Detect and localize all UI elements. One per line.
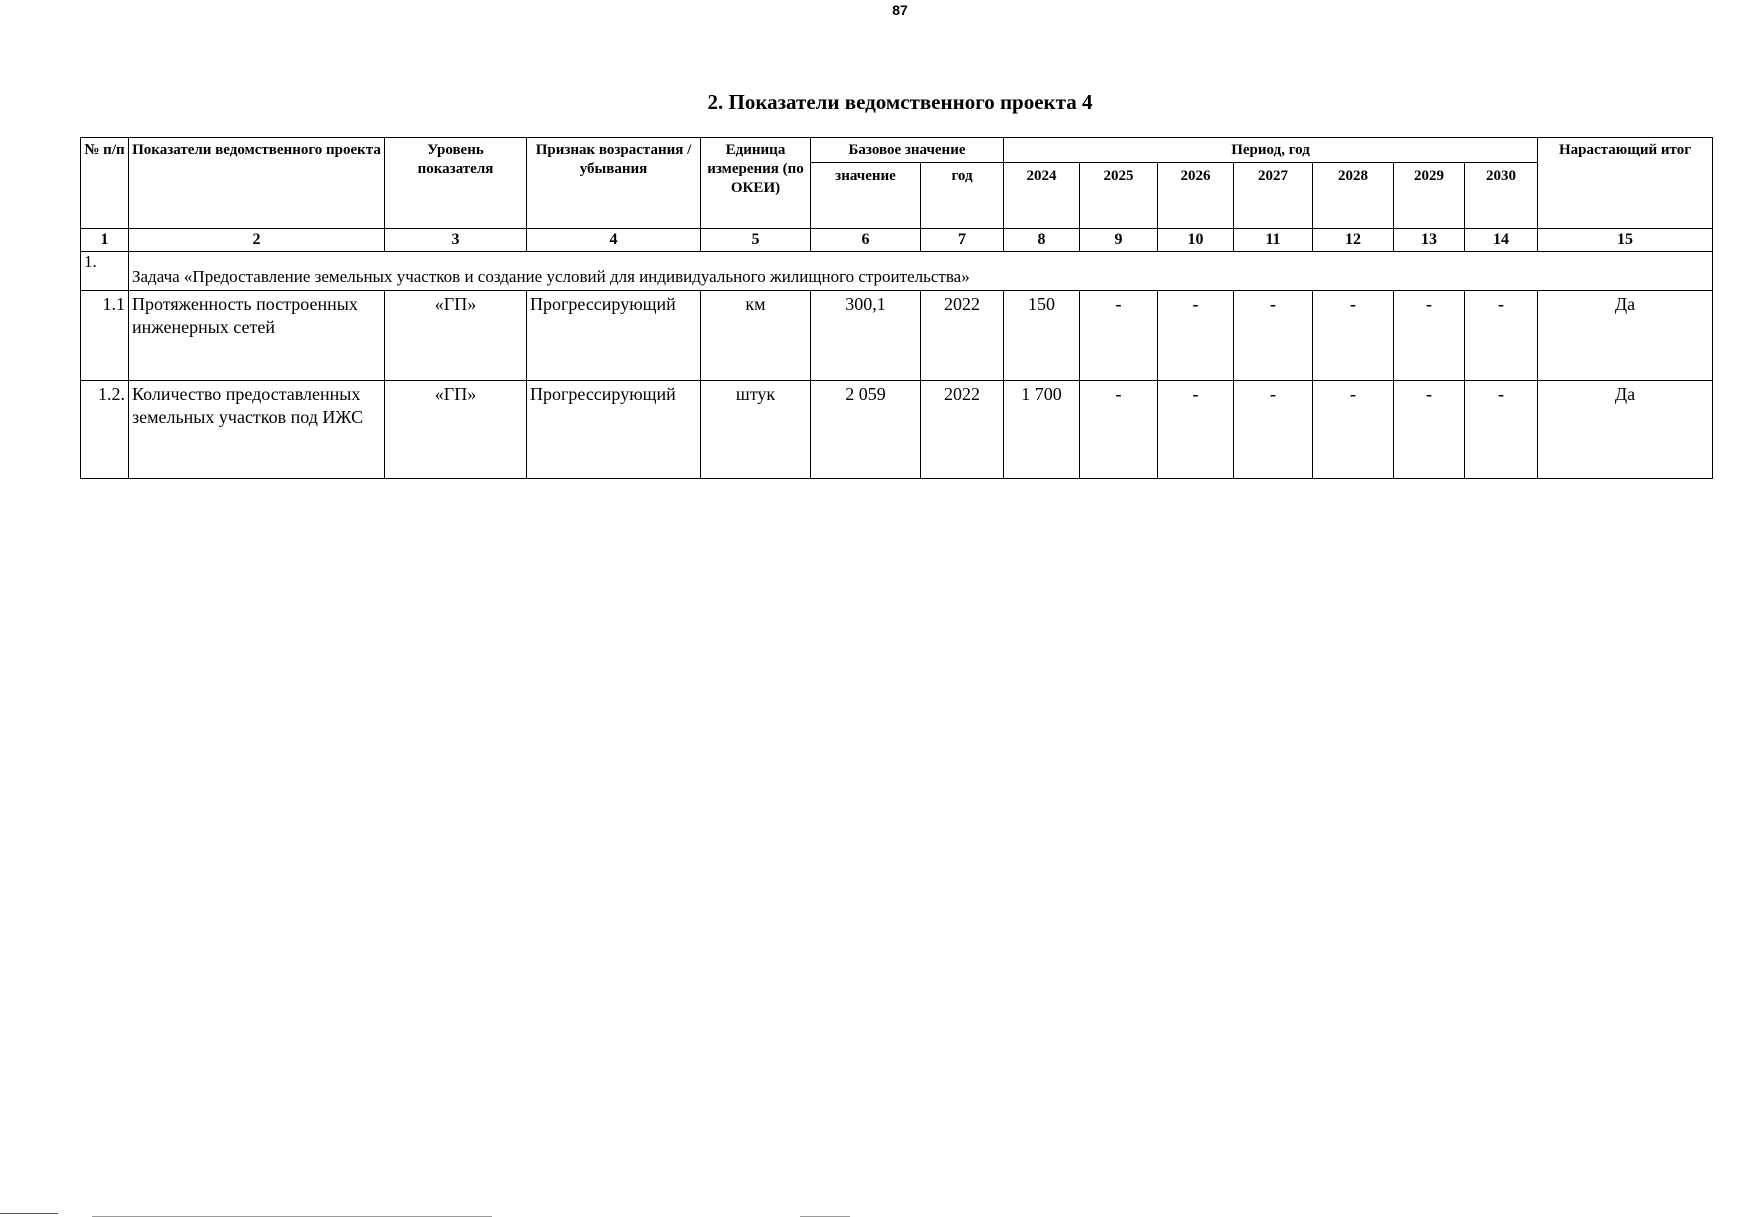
value-2029: - — [1394, 381, 1465, 479]
column-number: 7 — [921, 229, 1004, 252]
base-year: 2022 — [921, 381, 1004, 479]
value-2024: 1 700 — [1004, 381, 1080, 479]
header-level: Уровень показателя — [385, 138, 527, 229]
indicator-name: Протяженность построенных инженерных сетей — [129, 291, 385, 381]
column-number: 5 — [701, 229, 811, 252]
header-year-2030: 2030 — [1465, 163, 1538, 229]
indicator-trend: Прогрессирующий — [527, 381, 701, 479]
base-value: 300,1 — [811, 291, 921, 381]
value-2025: - — [1080, 381, 1158, 479]
value-2028: - — [1313, 291, 1394, 381]
header-year-2028: 2028 — [1313, 163, 1394, 229]
column-number: 13 — [1394, 229, 1465, 252]
indicator-level: «ГП» — [385, 291, 527, 381]
table-row — [81, 381, 1713, 479]
header-trend: Признак возрастания / убывания — [527, 138, 701, 229]
row-number: 1.2. — [81, 381, 129, 479]
column-number: 12 — [1313, 229, 1394, 252]
scan-artifact-line — [0, 1213, 58, 1214]
column-number: 11 — [1234, 229, 1313, 252]
column-numbers-row — [81, 229, 1713, 252]
indicator-level: «ГП» — [385, 381, 527, 479]
base-value: 2 059 — [811, 381, 921, 479]
column-number: 8 — [1004, 229, 1080, 252]
header-year-2026: 2026 — [1158, 163, 1234, 229]
section-title: 2. Показатели ведомственного проекта 4 — [707, 90, 1093, 114]
value-2026: - — [1158, 291, 1234, 381]
column-number: 4 — [527, 229, 701, 252]
header-cumulative: Нарастающий итог — [1538, 138, 1713, 229]
column-number: 9 — [1080, 229, 1158, 252]
value-2025: - — [1080, 291, 1158, 381]
task-text: Задача «Предоставление земельных участков и создание условий для индивидуального жилищного строительства» — [129, 252, 1713, 291]
column-number: 2 — [129, 229, 385, 252]
header-year-2029: 2029 — [1394, 163, 1465, 229]
task-number: 1. — [81, 252, 129, 291]
indicator-unit: штук — [701, 381, 811, 479]
indicator-name: Количество предоставленных земельных участков под ИЖС — [129, 381, 385, 479]
header-year-2025: 2025 — [1080, 163, 1158, 229]
header-year-2027: 2027 — [1234, 163, 1313, 229]
column-number: 3 — [385, 229, 527, 252]
column-number: 15 — [1538, 229, 1713, 252]
header-base: Базовое значение — [811, 138, 1004, 163]
column-number: 1 — [81, 229, 129, 252]
value-2027: - — [1234, 291, 1313, 381]
cumulative-flag: Да — [1538, 381, 1713, 479]
value-2026: - — [1158, 381, 1234, 479]
page-number: 87 — [892, 2, 908, 18]
header-num: № п/п — [81, 138, 129, 229]
task-row — [81, 252, 1713, 291]
column-number: 6 — [811, 229, 921, 252]
value-2024: 150 — [1004, 291, 1080, 381]
indicator-trend: Прогрессирующий — [527, 291, 701, 381]
column-number: 14 — [1465, 229, 1538, 252]
header-year-2024: 2024 — [1004, 163, 1080, 229]
value-2029: - — [1394, 291, 1465, 381]
header-indicator: Показатели ведомственного проекта — [129, 138, 385, 229]
header-row-1 — [81, 138, 1713, 163]
value-2028: - — [1313, 381, 1394, 479]
table-row — [81, 291, 1713, 381]
value-2030: - — [1465, 381, 1538, 479]
indicators-table — [80, 137, 1713, 479]
header-unit: Единица измерения (по ОКЕИ) — [701, 138, 811, 229]
indicator-unit: км — [701, 291, 811, 381]
base-year: 2022 — [921, 291, 1004, 381]
column-number: 10 — [1158, 229, 1234, 252]
header-period: Период, год — [1004, 138, 1538, 163]
row-number: 1.1 — [81, 291, 129, 381]
value-2027: - — [1234, 381, 1313, 479]
header-base-year: год — [921, 163, 1004, 229]
header-base-value: значение — [811, 163, 921, 229]
value-2030: - — [1465, 291, 1538, 381]
cumulative-flag: Да — [1538, 291, 1713, 381]
